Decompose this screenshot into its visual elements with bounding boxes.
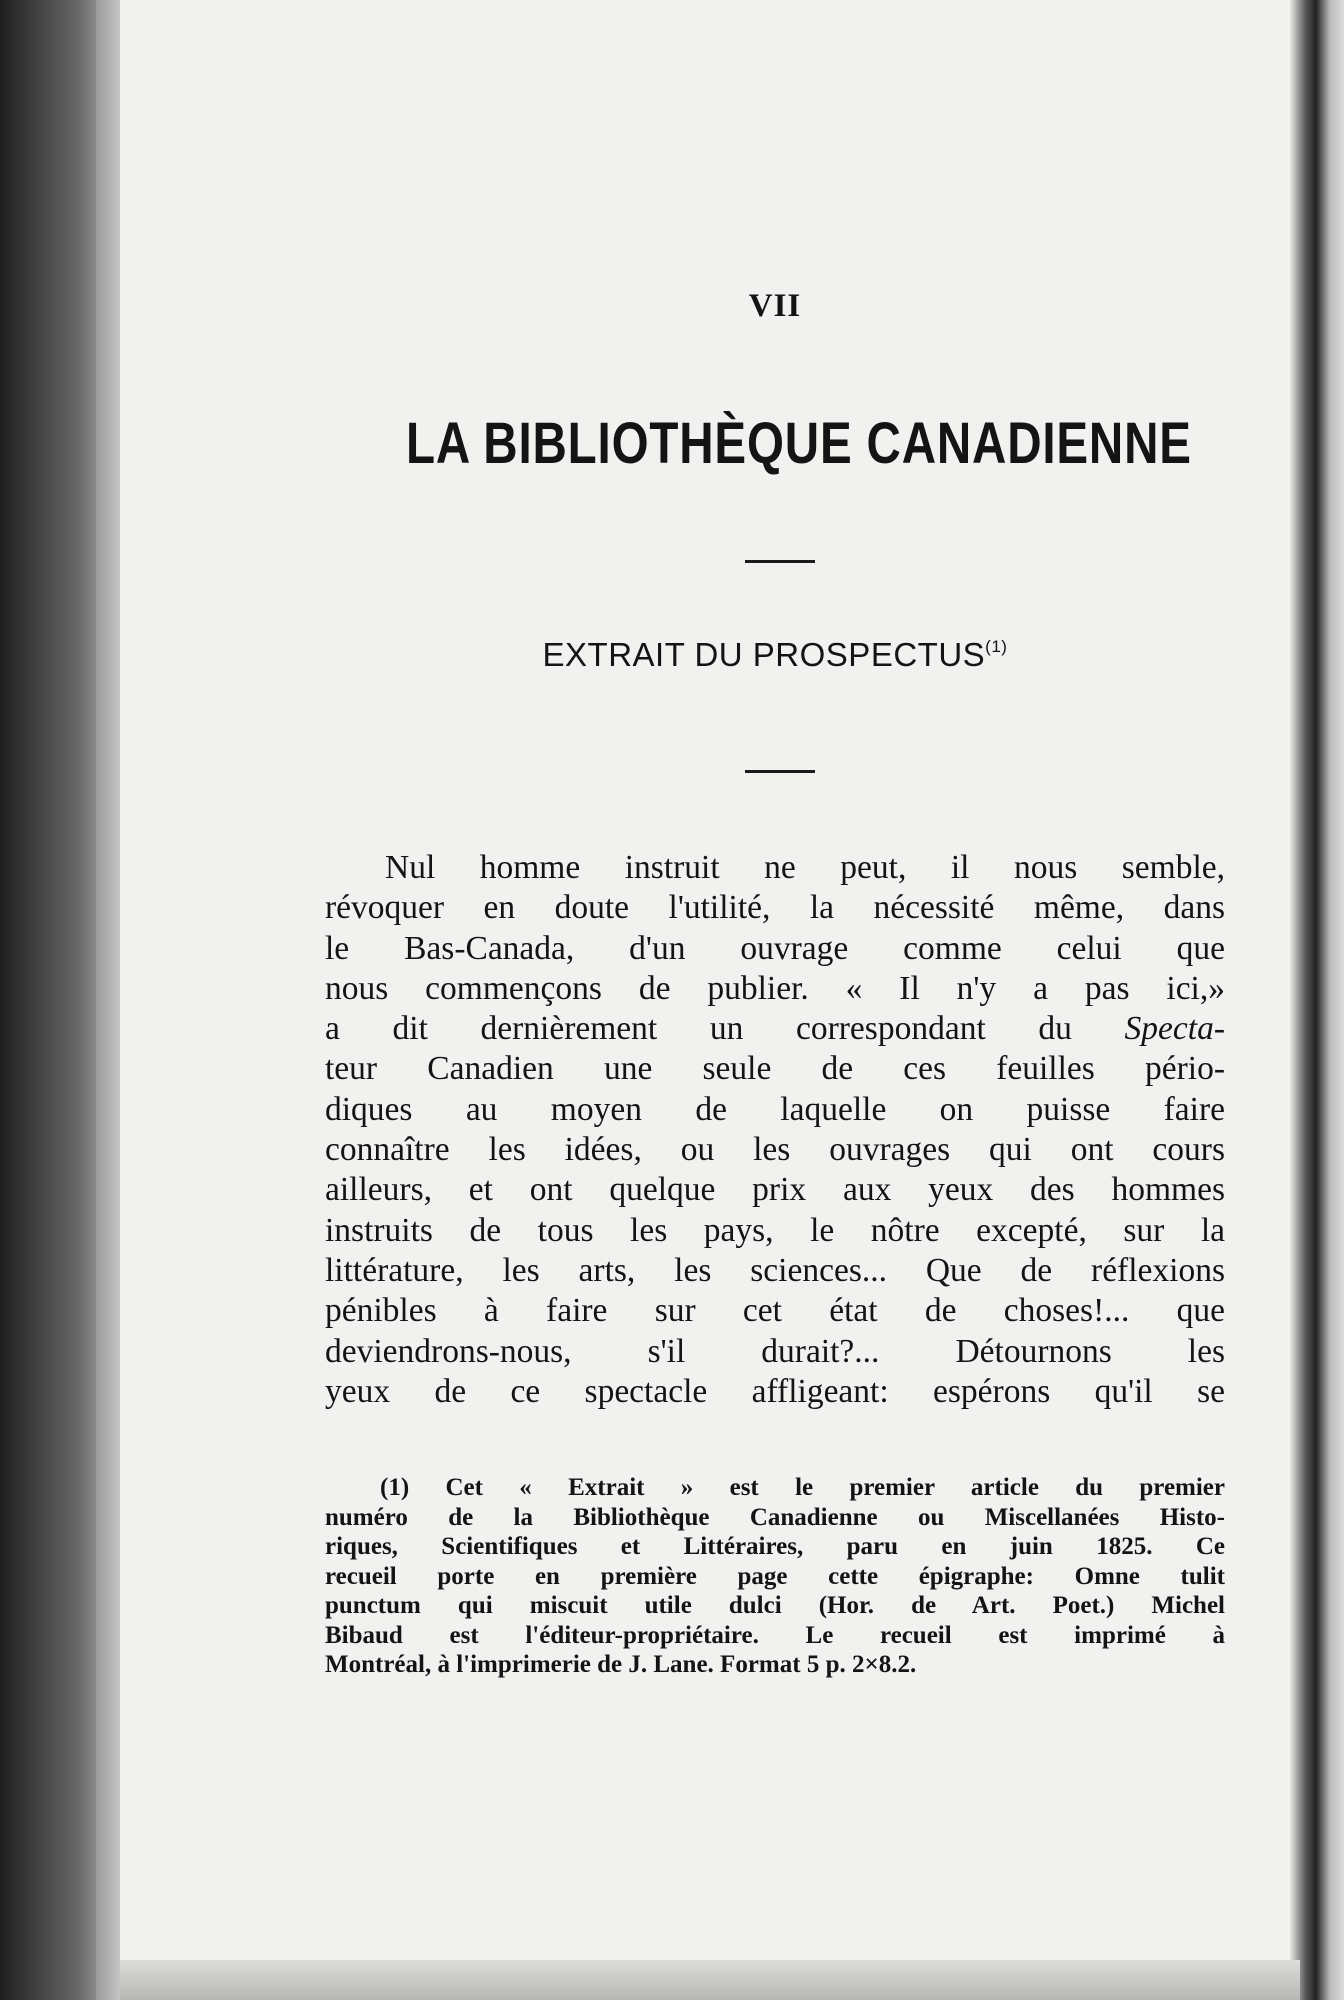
title-divider-bottom	[745, 770, 815, 773]
body-line: le Bas-Canada, d'un ouvrage comme celui que	[325, 929, 1225, 967]
body-line: diques au moyen de laquelle on puisse faire	[325, 1090, 1225, 1128]
body-line: Nul homme instruit ne peut, il nous semble,	[385, 849, 1225, 886]
chapter-number: VII	[748, 288, 802, 324]
body-line: teur Canadien une seule de ces feuilles pério-	[325, 1050, 1225, 1088]
book-binding	[0, 0, 96, 2000]
page-right-edge	[1290, 0, 1344, 2000]
footnote-line: punctum qui miscuit utile dulci (Hor. de Art. Poet.) Michel	[325, 1592, 1225, 1619]
footnote-line: recueil porte en première page cette épigraphe: Omne tulit	[325, 1562, 1225, 1590]
body-line: deviendrons-nous, s'il durait?... Détournons les	[325, 1332, 1225, 1370]
body-line: a dit dernièrement un correspondant du Specta-	[325, 1010, 1225, 1048]
title-divider-top	[745, 560, 815, 563]
footnote-line: Bibaud est l'éditeur-propriétaire. Le recueil est imprimé à	[325, 1621, 1225, 1649]
body-line: révoquer en doute l'utilité, la nécessité même, dans	[325, 889, 1225, 927]
page-bottom-edge	[120, 1960, 1300, 2000]
footnote	[325, 1473, 1225, 1680]
footnote-line: Montréal, à l'imprimerie de J. Lane. Format 5 p. 2×8.2.	[325, 1651, 917, 1678]
body-line: instruits de tous les pays, le nôtre excepté, sur la	[325, 1211, 1225, 1249]
body-paragraph	[325, 848, 1225, 1412]
subtitle-text: EXTRAIT DU PROSPECTUS	[542, 636, 986, 673]
body-line: connaître les idées, ou les ouvrages qui ont cours	[325, 1131, 1225, 1169]
body-line: yeux de ce spectacle affligeant: espérons qu'il se	[325, 1372, 1225, 1410]
footnote-line: numéro de la Bibliothèque Canadienne ou Miscellanées Histo-	[325, 1503, 1225, 1531]
footnote-reference: (1)	[985, 637, 1008, 656]
body-line: pénibles à faire sur cet état de choses!... que	[325, 1292, 1225, 1330]
footnote-line: (1) Cet « Extrait » est le premier article du premier	[380, 1474, 1225, 1501]
chapter-title: LA BIBLIOTHÈQUE CANADIENNE	[406, 411, 1192, 476]
body-line: ailleurs, et ont quelque prix aux yeux des hommes	[325, 1171, 1225, 1209]
chapter-subtitle	[325, 636, 1225, 674]
body-line: littérature, les arts, les sciences... Que de réflexions	[325, 1251, 1225, 1289]
footnote-line: riques, Scientifiques et Littéraires, paru en juin 1825. Ce	[325, 1533, 1225, 1560]
body-line: nous commençons de publier. « Il n'y a pas ici,»	[325, 969, 1225, 1007]
